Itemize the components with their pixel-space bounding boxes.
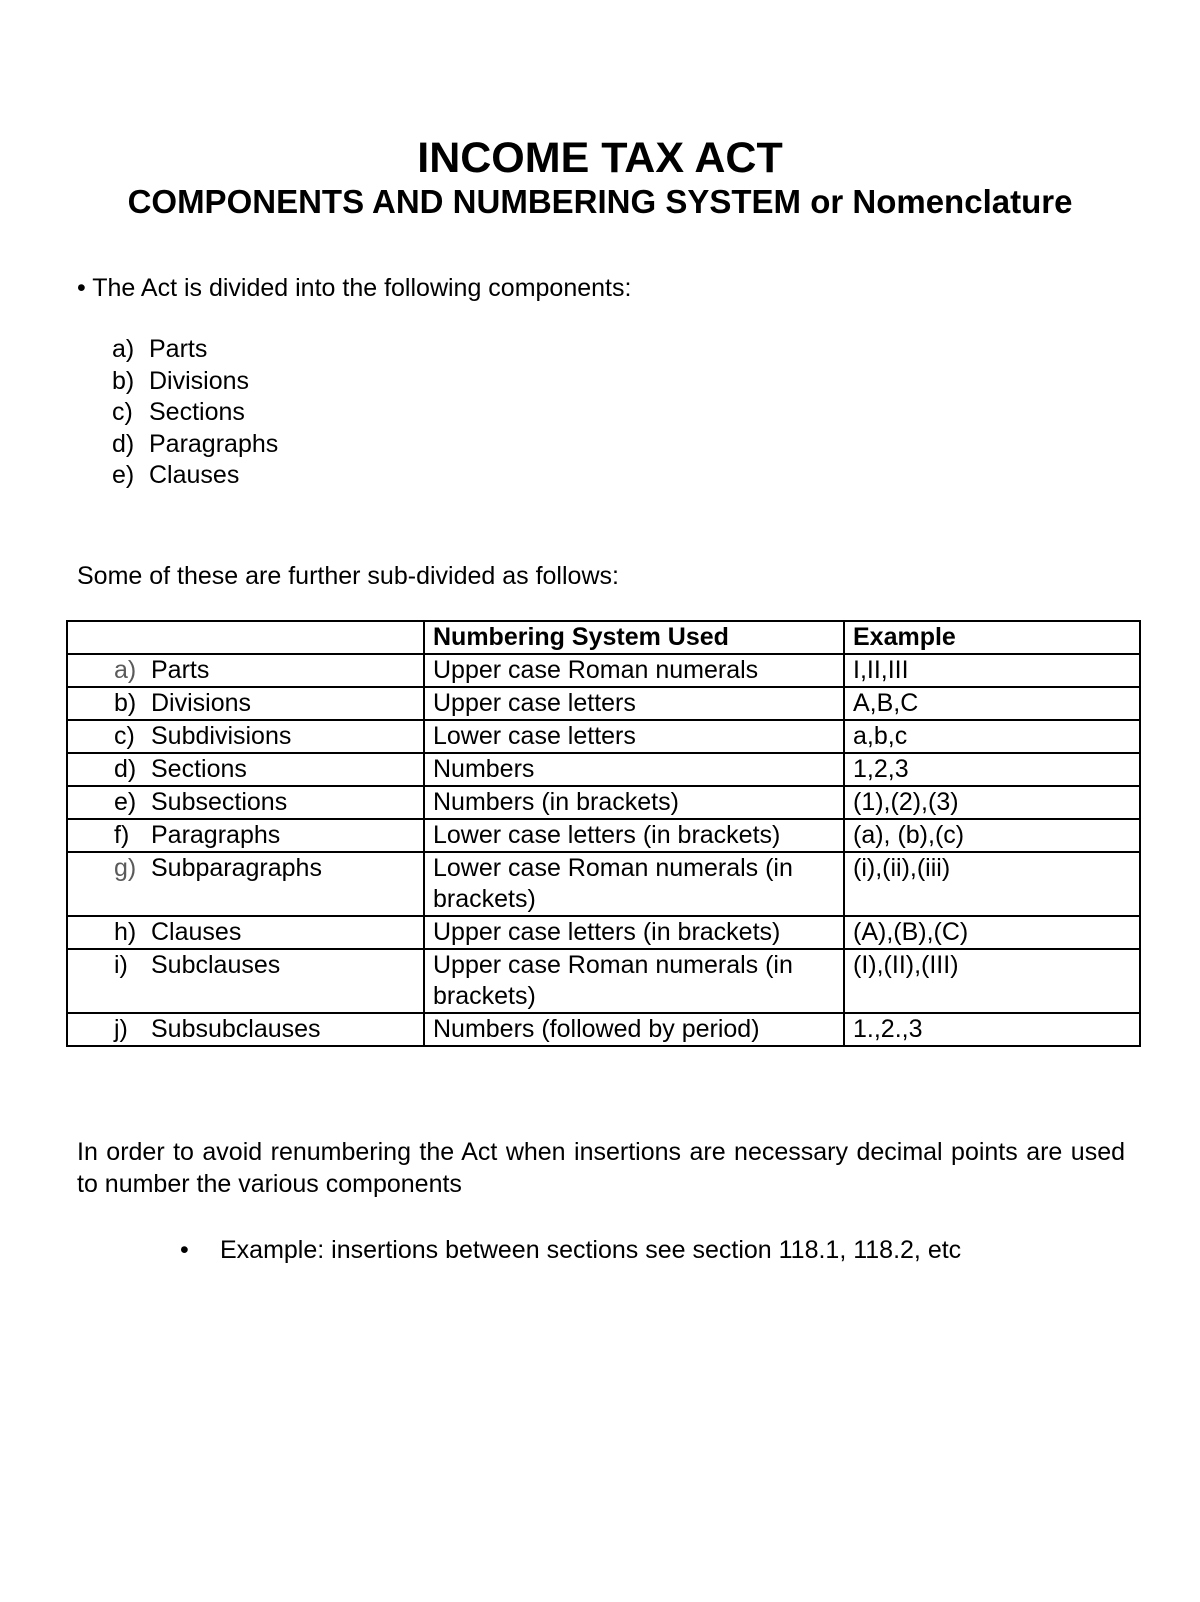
example-text: Example: insertions between sections see section 118.1, 118.2, etc [220, 1236, 962, 1264]
table-row [67, 949, 1140, 1013]
list-item [112, 334, 278, 366]
row-marker: g) [114, 854, 137, 882]
table-cell-component [67, 852, 424, 916]
table-cell-example: (A),(B),(C) [844, 916, 1140, 949]
table-cell-component [67, 687, 424, 720]
table-cell-system: Numbers (in brackets) [424, 786, 844, 819]
table-cell-system: Lower case Roman numerals (in brackets) [424, 852, 844, 916]
table-cell-component [67, 1013, 424, 1046]
row-marker: j) [114, 1015, 128, 1043]
subdivision-intro: Some of these are further sub-divided as follows: [77, 562, 619, 590]
row-marker: e) [114, 788, 137, 816]
table-cell-example: (1),(2),(3) [844, 786, 1140, 819]
row-component: Sections [151, 755, 247, 783]
table-row [67, 819, 1140, 852]
row-component: Subparagraphs [151, 854, 322, 882]
table-cell-component [67, 786, 424, 819]
list-label: Clauses [149, 461, 240, 489]
table-header-row [67, 621, 1140, 654]
table-header-example: Example [844, 621, 1140, 654]
renumbering-note: In order to avoid renumbering the Act when insertions are necessary decimal points are used to number the various components [77, 1138, 1125, 1198]
list-item [112, 429, 278, 461]
row-component: Subclauses [151, 951, 281, 979]
row-marker: h) [114, 918, 137, 946]
row-component: Parts [151, 656, 210, 684]
table-cell-system: Lower case letters (in brackets) [424, 819, 844, 852]
list-label: Parts [149, 335, 208, 363]
components-list [112, 334, 278, 492]
table-row [67, 916, 1140, 949]
table-cell-system: Numbers (followed by period) [424, 1013, 844, 1046]
table-row [67, 720, 1140, 753]
list-marker: d) [112, 429, 135, 458]
table-cell-component [67, 949, 424, 1013]
numbering-table [66, 620, 1141, 1047]
table-cell-example: 1,2,3 [844, 753, 1140, 786]
table-row [67, 786, 1140, 819]
table-cell-example: A,B,C [844, 687, 1140, 720]
table-cell-example: I,II,III [844, 654, 1140, 687]
table-header-system: Numbering System Used [424, 621, 844, 654]
table-cell-example: a,b,c [844, 720, 1140, 753]
table-cell-system: Upper case Roman numerals [424, 654, 844, 687]
row-component: Divisions [151, 689, 252, 717]
list-label: Paragraphs [149, 429, 279, 458]
row-marker: i) [114, 951, 128, 979]
table-cell-example: (a), (b),(c) [844, 819, 1140, 852]
table-cell-example: (I),(II),(III) [844, 949, 1140, 1013]
bullet-icon: • [180, 1236, 189, 1264]
table-cell-component [67, 720, 424, 753]
row-marker: c) [114, 722, 135, 750]
list-label: Sections [149, 398, 245, 426]
page-title: INCOME TAX ACT [417, 134, 783, 182]
row-component: Clauses [151, 918, 242, 946]
intro-paragraph: • The Act is divided into the following components: [77, 274, 632, 302]
table-cell-system: Upper case letters (in brackets) [424, 916, 844, 949]
row-component: Paragraphs [151, 821, 281, 849]
table-row [67, 753, 1140, 786]
row-component: Subsubclauses [151, 1015, 321, 1043]
list-label: Divisions [149, 366, 250, 395]
table-row [67, 1013, 1140, 1046]
row-marker: a) [114, 656, 137, 684]
row-marker: b) [114, 689, 137, 717]
table-row [67, 687, 1140, 720]
list-item [112, 460, 278, 492]
table-cell-system: Upper case letters [424, 687, 844, 720]
row-marker: f) [114, 821, 130, 849]
page-subtitle: COMPONENTS AND NUMBERING SYSTEM or Nomenclature [127, 183, 1073, 220]
table-cell-component [67, 654, 424, 687]
table-cell-example: 1.,2.,3 [844, 1013, 1140, 1046]
row-component: Subdivisions [151, 722, 292, 750]
list-marker: e) [112, 461, 135, 489]
table-cell-system: Lower case letters [424, 720, 844, 753]
table-cell-example: (i),(ii),(iii) [844, 852, 1140, 916]
list-marker: c) [112, 398, 133, 426]
table-cell-component [67, 916, 424, 949]
row-marker: d) [114, 755, 137, 783]
list-item [112, 397, 278, 429]
row-component: Subsections [151, 788, 288, 816]
table-cell-system: Upper case Roman numerals (in brackets) [424, 949, 844, 1013]
list-item [112, 366, 278, 398]
list-marker: b) [112, 366, 135, 395]
table-row [67, 852, 1140, 916]
table-cell-system: Numbers [424, 753, 844, 786]
table-cell-component [67, 819, 424, 852]
table-cell-component [67, 753, 424, 786]
table-header-component [67, 621, 424, 654]
table-row [67, 654, 1140, 687]
list-marker: a) [112, 335, 135, 363]
